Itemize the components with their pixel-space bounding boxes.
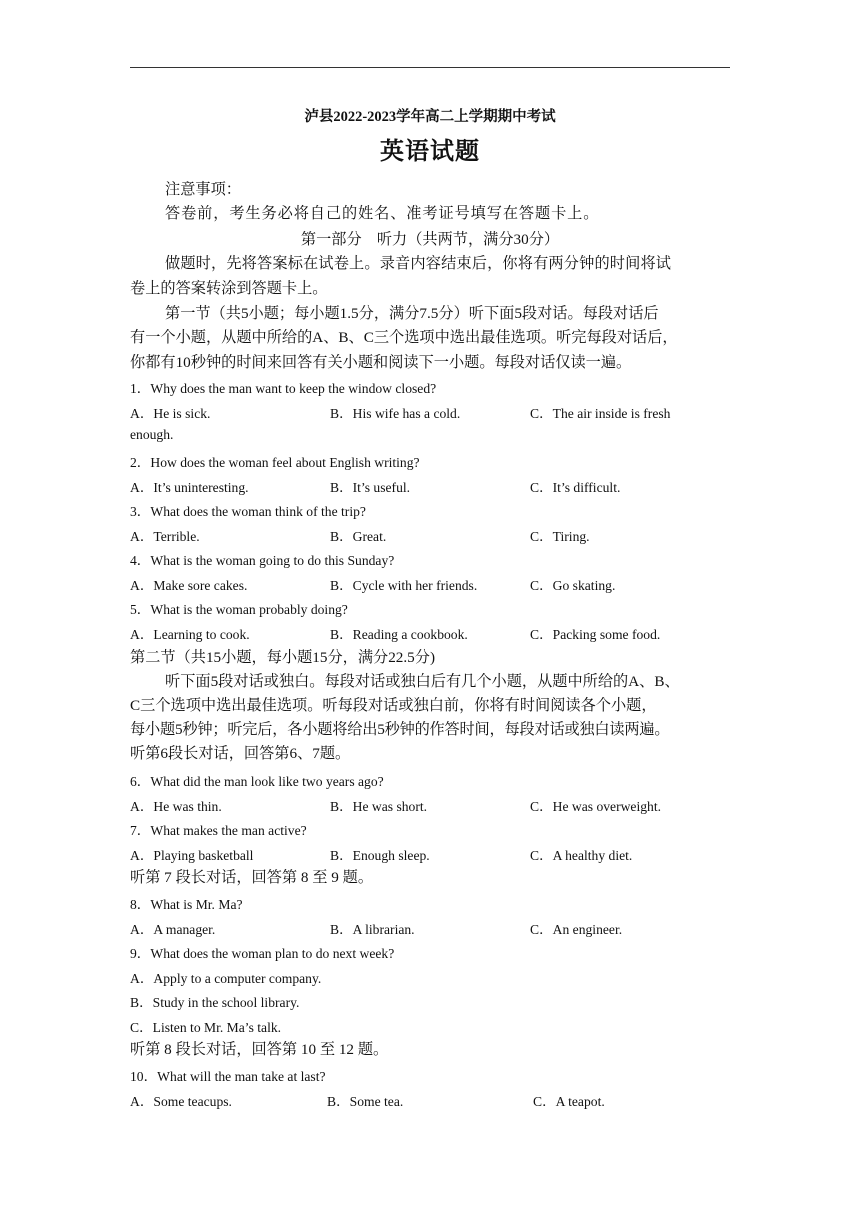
q9-option-a: A．Apply to a computer company. bbox=[130, 971, 322, 986]
q2-option-a: A．It’s uninteresting. bbox=[130, 480, 249, 495]
q7-option-c: C．A healthy diet. bbox=[530, 848, 633, 863]
q5-option-c: C．Packing some food. bbox=[530, 627, 661, 642]
section2-line1: 听下面5段对话或独白。每段对话或独白后有几个小题，从题中所给的A、B、 bbox=[165, 673, 680, 690]
q9-option-c: C．Listen to Mr. Ma’s talk. bbox=[130, 1020, 282, 1035]
q5-option-a: A．Learning to cook. bbox=[130, 627, 250, 642]
q3-option-a: A．Terrible. bbox=[130, 529, 200, 544]
question-5: 5．What is the woman probably doing? bbox=[130, 602, 348, 617]
question-3: 3．What does the woman think of the trip? bbox=[130, 504, 366, 519]
q6-option-b: B．He was short. bbox=[330, 799, 428, 814]
dialogue-8-cue: 听第 8 段长对话，回答第 10 至 12 题。 bbox=[130, 1041, 389, 1058]
q2-option-c: C．It’s difficult. bbox=[530, 480, 621, 495]
q1-option-b: B．His wife has a cold. bbox=[330, 406, 461, 421]
q6-option-a: A．He was thin. bbox=[130, 799, 222, 814]
q1-option-a: A．He is sick. bbox=[130, 406, 211, 421]
section1-line3: 你都有10秒钟的时间来回答有关小题和阅读下一小题。每段对话仅读一遍。 bbox=[130, 354, 632, 371]
question-7: 7．What makes the man active? bbox=[130, 823, 307, 838]
exam-title: 英语试题 bbox=[380, 139, 480, 165]
section2-line2: C三个选项中选出最佳选项。听每段对话或独白前，你将有时间阅读各个小题， bbox=[130, 697, 657, 714]
q6-option-c: C．He was overweight. bbox=[530, 799, 661, 814]
part1-intro-line2: 卷上的答案转涂到答题卡上。 bbox=[130, 280, 328, 297]
header-rule bbox=[130, 67, 730, 68]
q10-option-b: B．Some tea. bbox=[327, 1094, 404, 1109]
q4-option-b: B．Cycle with her friends. bbox=[330, 578, 478, 593]
exam-subtitle: 泸县2022-2023学年高二上学期期中考试 bbox=[304, 109, 556, 125]
q4-option-a: A．Make sore cakes. bbox=[130, 578, 248, 593]
q10-option-c: C．A teapot. bbox=[533, 1094, 605, 1109]
q8-option-b: B．A librarian. bbox=[330, 922, 415, 937]
section2-heading: 第二节（共15小题，每小题15分，满分22.5分) bbox=[130, 649, 436, 666]
part1-intro-line1: 做题时，先将答案标在试卷上。录音内容结束后，你将有两分钟的时间将试 bbox=[165, 255, 672, 272]
q4-option-c: C．Go skating. bbox=[530, 578, 616, 593]
q1-option-c-continued: enough. bbox=[130, 427, 174, 442]
q8-option-a: A．A manager. bbox=[130, 922, 216, 937]
q5-option-b: B．Reading a cookbook. bbox=[330, 627, 468, 642]
question-8: 8．What is Mr. Ma? bbox=[130, 897, 243, 912]
section2-line4: 听第6段长对话，回答第6、7题。 bbox=[130, 745, 351, 762]
notice-text: 答卷前，考生务必将自己的姓名、准考证号填写在答题卡上。 bbox=[165, 205, 600, 222]
question-1: 1．Why does the man want to keep the window closed? bbox=[130, 381, 437, 396]
question-6: 6．What did the man look like two years ago? bbox=[130, 774, 384, 789]
section2-line3: 每小题5秒钟；听完后，各小题将给出5秒钟的作答时间，每段对话或独白读两遍。 bbox=[130, 721, 670, 738]
q3-option-b: B．Great. bbox=[330, 529, 387, 544]
q8-option-c: C．An engineer. bbox=[530, 922, 623, 937]
question-4: 4．What is the woman going to do this Sunday? bbox=[130, 553, 395, 568]
q7-option-b: B．Enough sleep. bbox=[330, 848, 430, 863]
q7-option-a: A．Playing basketball bbox=[130, 848, 254, 863]
section1-line2: 有一个小题，从题中所给的A、B、C三个选项中选出最佳选项。听完每段对话后， bbox=[130, 329, 678, 346]
section1-line1: 第一节（共5小题；每小题1.5分，满分7.5分）听下面5段对话。每段对话后 bbox=[165, 305, 659, 322]
part1-heading: 第一部分 听力（共两节，满分30分） bbox=[300, 231, 560, 248]
question-9: 9．What does the woman plan to do next week? bbox=[130, 946, 395, 961]
q1-option-c: C．The air inside is fresh bbox=[530, 406, 671, 421]
q9-option-b: B．Study in the school library. bbox=[130, 995, 300, 1010]
q3-option-c: C．Tiring. bbox=[530, 529, 590, 544]
q10-option-a: A．Some teacups. bbox=[130, 1094, 232, 1109]
question-2: 2．How does the woman feel about English writing? bbox=[130, 455, 420, 470]
question-10: 10．What will the man take at last? bbox=[130, 1069, 326, 1084]
dialogue-7-cue: 听第 7 段长对话，回答第 8 至 9 题。 bbox=[130, 869, 373, 886]
notice-heading: 注意事项： bbox=[165, 181, 241, 198]
q2-option-b: B．It’s useful. bbox=[330, 480, 411, 495]
